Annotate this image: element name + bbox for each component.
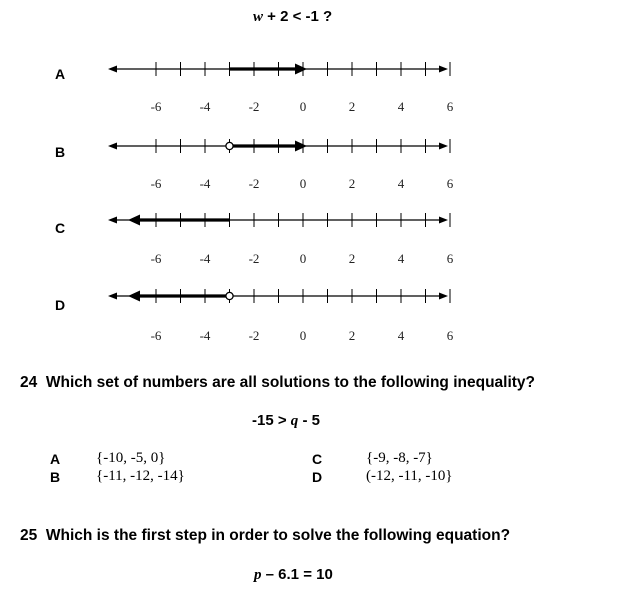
choice-a-letter[interactable]: A <box>50 451 61 467</box>
number-line-a-tick-label: 2 <box>348 99 356 114</box>
number-line-d-arrow-left <box>108 293 117 300</box>
number-line-letter-a[interactable]: A <box>55 66 66 82</box>
number-line-b-arrow-left <box>108 143 117 150</box>
question-25-number: 25 <box>20 527 38 544</box>
inequality-24-left: -15 > <box>252 412 291 429</box>
number-line-b-tick-label: 6 <box>446 176 454 191</box>
choice-d-letter[interactable]: D <box>312 469 323 485</box>
number-line-a-tick-label: -6 <box>150 99 162 114</box>
inequality-24-variable: q <box>290 413 299 429</box>
number-line-b-tick-label: 2 <box>348 176 356 191</box>
number-line-b-open-point <box>226 142 233 149</box>
equation-25-variable: p <box>254 567 262 583</box>
inequality-24 <box>252 412 320 430</box>
number-line-a-tick-label: 0 <box>299 99 307 114</box>
number-line-c-tick-label: -4 <box>199 251 211 266</box>
number-line-d-tick-label: 0 <box>299 328 307 343</box>
question-24-text: Which set of numbers are all solutions to the following inequality? <box>45 374 536 391</box>
question-24 <box>20 374 535 392</box>
question-24-number: 24 <box>20 374 38 391</box>
question-25 <box>20 527 510 545</box>
choice-d-value: (-12, -11, -10} <box>366 468 453 484</box>
number-line-b-tick-label: 0 <box>299 176 307 191</box>
number-line-a-ray-arrowhead <box>295 64 307 75</box>
number-line-c-ray-arrowhead <box>128 215 140 226</box>
number-line-letter-b[interactable]: B <box>55 144 66 160</box>
inequality-variable: w <box>253 9 264 25</box>
number-line-a-tick-label: -4 <box>199 99 211 114</box>
equation-25-rest: – 6.1 = 10 <box>261 566 333 583</box>
number-line-a-arrow-left <box>108 66 117 73</box>
number-line-d-tick-label: -2 <box>248 328 260 343</box>
number-line-c-arrow-left <box>108 217 117 224</box>
equation-25 <box>254 566 333 584</box>
number-line-c-arrow-right <box>439 217 448 224</box>
choice-b-value: {-11, -12, -14} <box>96 468 185 484</box>
number-line-letter-c[interactable]: C <box>55 220 66 236</box>
choice-a-value: {-10, -5, 0} <box>96 450 166 466</box>
number-line-c-tick-label: 6 <box>446 251 454 266</box>
choice-c-value: {-9, -8, -7} <box>366 450 433 466</box>
number-line-c-tick-label: 0 <box>299 251 307 266</box>
question-25-text: Which is the first step in order to solve the following equation? <box>45 527 511 544</box>
choice-c-letter[interactable]: C <box>312 451 323 467</box>
number-line-a-arrow-right <box>439 66 448 73</box>
inequality-24-right: - 5 <box>298 412 320 429</box>
number-line-b-tick-label: -2 <box>248 176 260 191</box>
number-line-b-tick-label: -4 <box>199 176 211 191</box>
number-line-d-tick-label: -6 <box>150 328 162 343</box>
number-line-a-tick-label: 6 <box>446 99 454 114</box>
number-line-b-tick-label: 4 <box>397 176 405 191</box>
number-line-c-tick-label: 4 <box>397 251 405 266</box>
choice-b-letter[interactable]: B <box>50 469 61 485</box>
number-line-a-tick-label: 4 <box>397 99 405 114</box>
number-line-c-tick-label: -6 <box>150 251 162 266</box>
inequality-rest: + 2 < -1 ? <box>263 8 333 25</box>
number-line-d-tick-label: 2 <box>348 328 356 343</box>
number-line-c-tick-label: 2 <box>348 251 356 266</box>
number-line-d-arrow-right <box>439 293 448 300</box>
number-line-d-tick-label: 4 <box>397 328 405 343</box>
number-line-b-tick-label: -6 <box>150 176 162 191</box>
number-line-c-tick-label: -2 <box>248 251 260 266</box>
number-line-d-tick-label: 6 <box>446 328 454 343</box>
number-line-d-tick-label: -4 <box>199 328 211 343</box>
number-line-b-arrow-right <box>439 143 448 150</box>
number-line-d-open-point <box>226 292 233 299</box>
number-line-letter-d[interactable]: D <box>55 297 66 313</box>
number-line-b-ray-arrowhead <box>295 141 307 152</box>
number-line-d-ray-arrowhead <box>128 291 140 302</box>
number-line-a-tick-label: -2 <box>248 99 260 114</box>
